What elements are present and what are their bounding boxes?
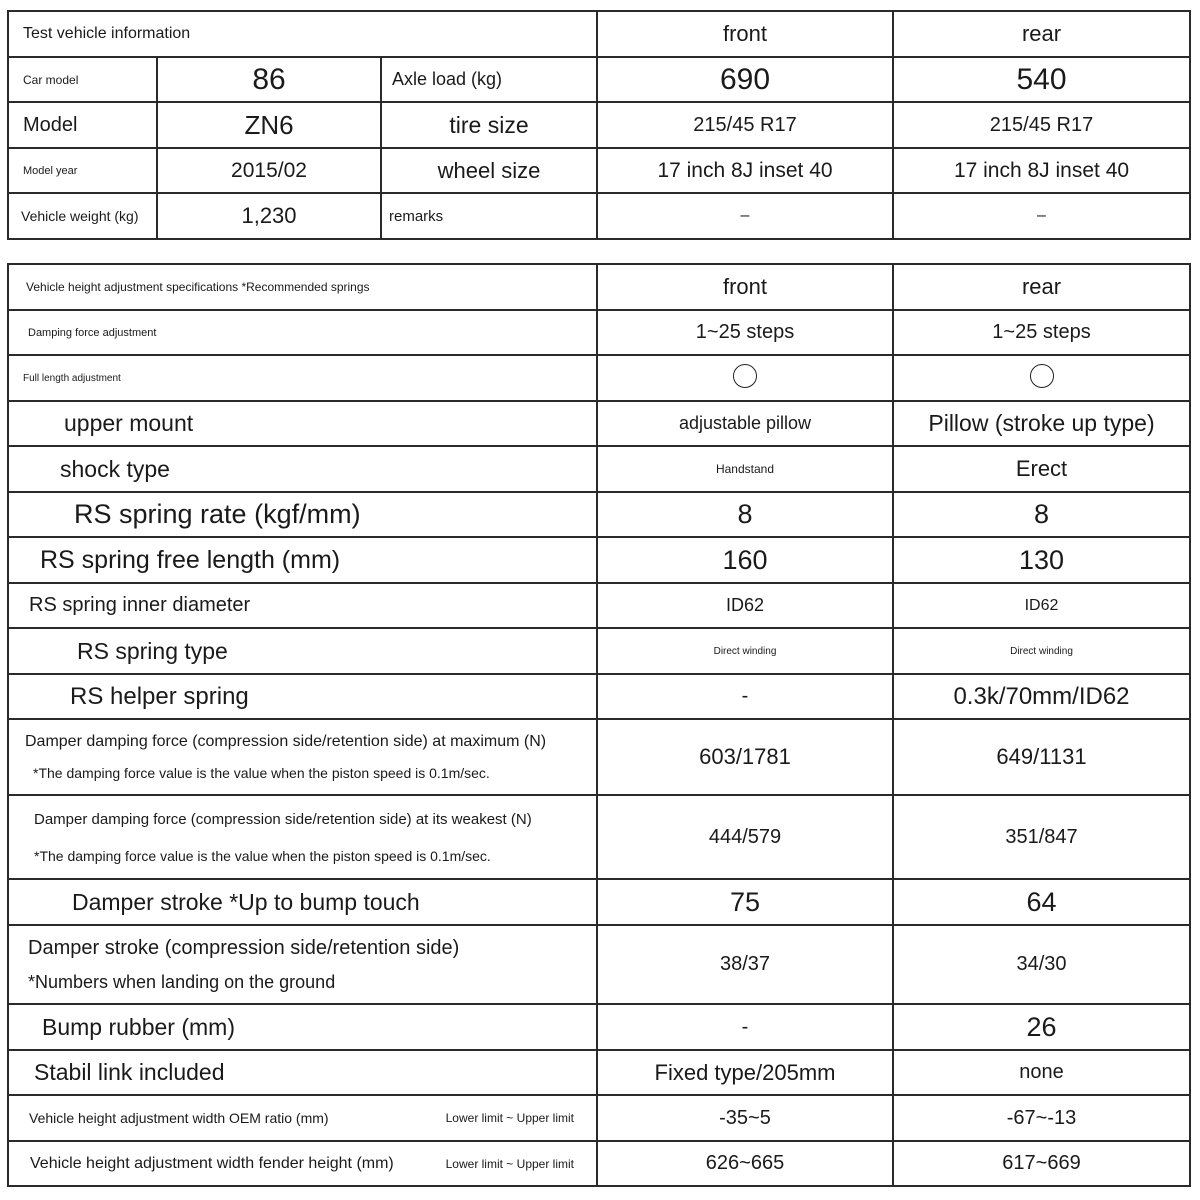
front-value: Direct winding <box>597 628 893 674</box>
row-value: 2015/02 <box>157 148 381 193</box>
row-label: RS spring free length (mm) <box>8 537 597 583</box>
front-value: 603/1781 <box>597 719 893 795</box>
row-label: Damper damping force (compression side/retention side) at its weakest (N) <box>34 810 532 828</box>
rear-value: 617~669 <box>893 1141 1190 1186</box>
row-label: Model year <box>8 148 157 193</box>
row-label: Damper stroke *Up to bump touch <box>8 879 597 925</box>
row-label: RS spring type <box>8 628 597 674</box>
table-row <box>8 674 1190 719</box>
row-label: Damper stroke (compression side/retention side) <box>28 936 460 959</box>
table-row <box>8 879 1190 925</box>
table-row <box>8 583 1190 628</box>
row-label-secondary: wheel size <box>381 148 597 193</box>
spec-header-label: Vehicle height adjustment specifications *Recommended springs <box>8 264 597 310</box>
row-label: Model <box>8 102 157 148</box>
rear-column-header: rear <box>893 11 1190 57</box>
row-label: shock type <box>8 446 597 492</box>
vehicle-info-header-row <box>8 11 1190 57</box>
row-value: 86 <box>157 57 381 102</box>
front-value: 38/37 <box>597 925 893 1004</box>
row-label: RS spring rate (kgf/mm) <box>8 492 597 537</box>
row-value: ZN6 <box>157 102 381 148</box>
row-label-secondary: tire size <box>381 102 597 148</box>
row-label: Damper damping force (compression side/retention side) at maximum (N) <box>25 733 547 750</box>
range-label: Lower limit ~ Upper limit <box>445 1156 574 1171</box>
row-label-cell <box>8 795 597 879</box>
row-label: Vehicle height adjustment width fender height (mm) <box>30 1154 394 1172</box>
front-value: 160 <box>597 537 893 583</box>
row-label: Bump rubber (mm) <box>8 1004 597 1050</box>
rear-value: Erect <box>893 446 1190 492</box>
vehicle-info-header-label: Test vehicle information <box>8 11 597 57</box>
table-row <box>8 148 1190 193</box>
front-column-header: front <box>597 264 893 310</box>
rear-value: 215/45 R17 <box>893 102 1190 148</box>
table-row <box>8 355 1190 401</box>
rear-value: 26 <box>893 1004 1190 1050</box>
row-label: RS spring inner diameter <box>8 583 597 628</box>
table-row <box>8 1141 1190 1186</box>
row-note: *The damping force value is the value when the piston speed is 0.1m/sec. <box>33 765 490 781</box>
rear-value: 1~25 steps <box>893 310 1190 355</box>
rear-value: none <box>893 1050 1190 1095</box>
rear-value: 64 <box>893 879 1190 925</box>
vehicle-info-table <box>7 10 1191 240</box>
rear-value: -67~-13 <box>893 1095 1190 1141</box>
rear-value: 130 <box>893 537 1190 583</box>
row-label: Damping force adjustment <box>8 310 597 355</box>
row-label: Vehicle height adjustment width OEM ratio (mm) <box>29 1110 329 1126</box>
front-value <box>597 355 893 401</box>
table-row <box>8 1095 1190 1141</box>
table-row <box>8 492 1190 537</box>
rear-value: Direct winding <box>893 628 1190 674</box>
row-note: *The damping force value is the value when the piston speed is 0.1m/sec. <box>34 847 491 864</box>
rear-value <box>893 355 1190 401</box>
circle-icon <box>1030 364 1054 388</box>
row-label-cell <box>8 719 597 795</box>
rear-value: 649/1131 <box>893 719 1190 795</box>
front-value: 444/579 <box>597 795 893 879</box>
front-value: - <box>597 674 893 719</box>
circle-icon <box>733 364 757 388</box>
row-label: upper mount <box>8 401 597 446</box>
table-row <box>8 795 1190 879</box>
row-value: 1,230 <box>157 193 381 239</box>
row-label: Car model <box>8 57 157 102</box>
front-value: 17 inch 8J inset 40 <box>597 148 893 193</box>
table-row <box>8 1004 1190 1050</box>
table-row <box>8 193 1190 239</box>
rear-value: Pillow (stroke up type) <box>893 401 1190 446</box>
front-value: -35~5 <box>597 1095 893 1141</box>
table-row <box>8 719 1190 795</box>
table-row <box>8 310 1190 355</box>
spec-table <box>7 263 1191 1187</box>
front-value: 75 <box>597 879 893 925</box>
front-value: Fixed type/205mm <box>597 1050 893 1095</box>
row-label-cell <box>8 925 597 1004</box>
table-row <box>8 57 1190 102</box>
front-value: Handstand <box>597 446 893 492</box>
table-row <box>8 628 1190 674</box>
front-value: adjustable pillow <box>597 401 893 446</box>
rear-value: 540 <box>893 57 1190 102</box>
table-row <box>8 401 1190 446</box>
rear-value: – <box>893 193 1190 239</box>
front-value: - <box>597 1004 893 1050</box>
rear-value: 17 inch 8J inset 40 <box>893 148 1190 193</box>
front-value: 690 <box>597 57 893 102</box>
row-note: *Numbers when landing on the ground <box>28 971 336 992</box>
front-value: – <box>597 193 893 239</box>
row-label-cell <box>8 1141 597 1186</box>
rear-value: 0.3k/70mm/ID62 <box>893 674 1190 719</box>
rear-value: 34/30 <box>893 925 1190 1004</box>
rear-column-header: rear <box>893 264 1190 310</box>
front-value: 8 <box>597 492 893 537</box>
row-label-cell <box>8 1095 597 1141</box>
range-label: Lower limit ~ Upper limit <box>445 1111 574 1125</box>
table-row <box>8 537 1190 583</box>
row-label-secondary: remarks <box>381 193 597 239</box>
front-value: 626~665 <box>597 1141 893 1186</box>
front-value: 1~25 steps <box>597 310 893 355</box>
row-label: Vehicle weight (kg) <box>8 193 157 239</box>
table-row <box>8 1050 1190 1095</box>
rear-value: 8 <box>893 492 1190 537</box>
row-label: RS helper spring <box>8 674 597 719</box>
front-value: 215/45 R17 <box>597 102 893 148</box>
row-label: Full length adjustment <box>8 355 597 401</box>
row-label-secondary: Axle load (kg) <box>381 57 597 102</box>
row-label: Stabil link included <box>8 1050 597 1095</box>
spec-header-row <box>8 264 1190 310</box>
table-row <box>8 925 1190 1004</box>
rear-value: ID62 <box>893 583 1190 628</box>
front-column-header: front <box>597 11 893 57</box>
front-value: ID62 <box>597 583 893 628</box>
table-row <box>8 102 1190 148</box>
rear-value: 351/847 <box>893 795 1190 879</box>
table-row <box>8 446 1190 492</box>
